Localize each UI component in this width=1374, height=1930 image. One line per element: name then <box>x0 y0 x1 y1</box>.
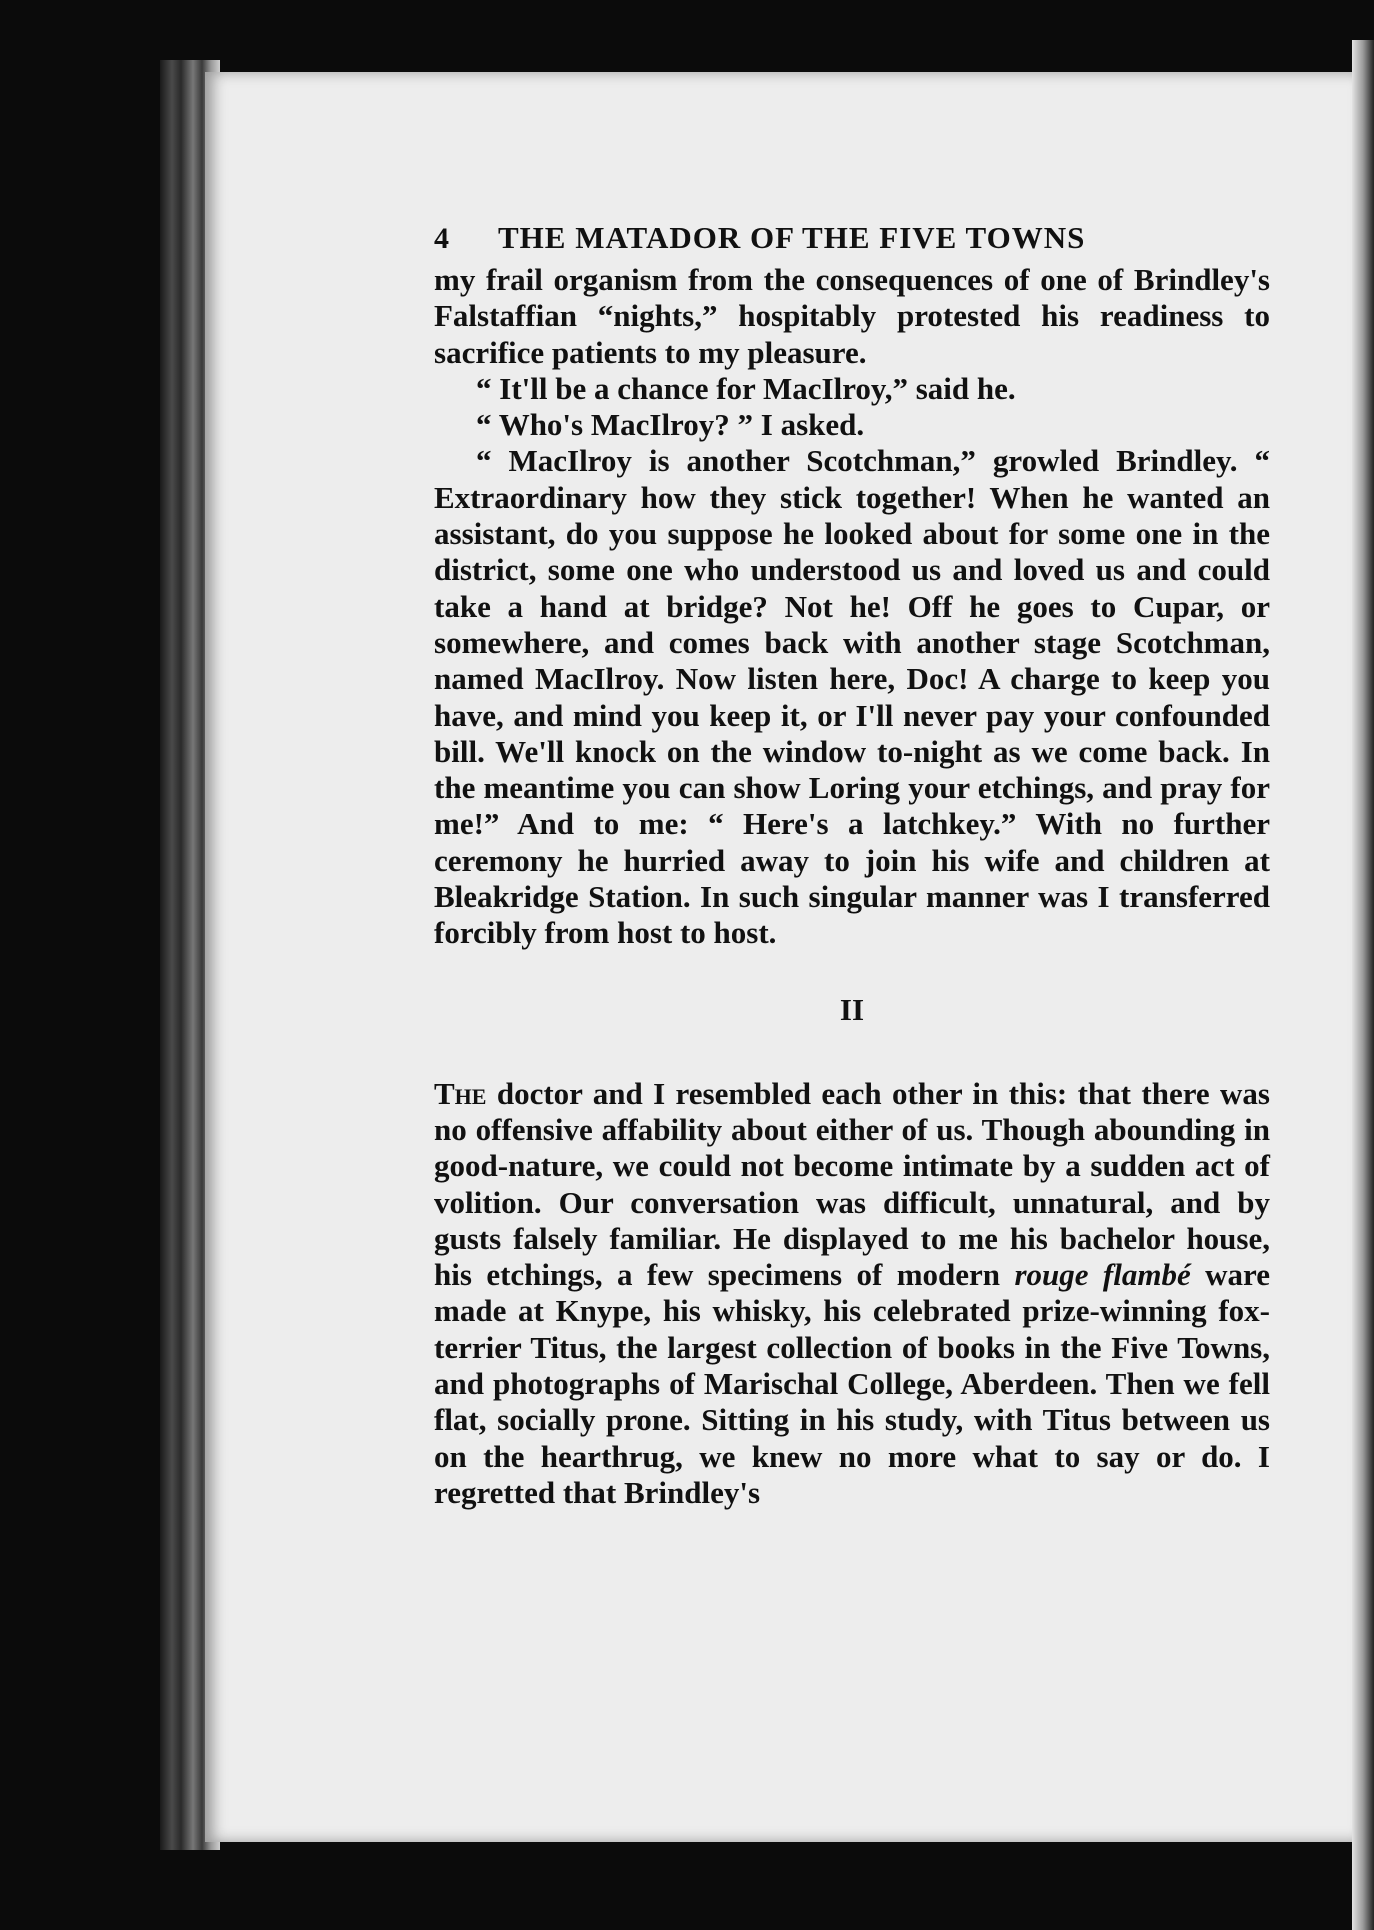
paragraph-dialogue-3: “ MacIlroy is another Scotchman,” growled Brindley. “ Extraordinary how they stick together! When he wanted an assistant, do you suppose he looked about for some one in the district, some one who understood us and loved us and could take a hand at bridge? Not he! Off he goes to Cupar, or somewhere, and comes back with another stage Scotchman, named MacIlroy. Now listen here, Doc! A charge to keep you have, and mind you keep it, or I'll never pay your confounded bill. We'll knock on the window to-night as we come back. In the meantime you can show Loring your etchings, and pray for me!” And to me: “ Here's a latchkey.” With no further ceremony he hurried away to join his wife and children at Bleakridge Station. In such singular manner was I transferred forcibly from host to host. <box>434 443 1270 951</box>
paragraph-dialogue-1: “ It'll be a chance for MacIlroy,” said he. <box>476 370 1016 406</box>
section-lead-word: The <box>434 1075 487 1111</box>
section-text-part-2: ware made at Knype, his whisky, his celebrated prize-winning fox-terrier Titus, the largest collection of books in the Five Towns, and photographs of Marischal College, Aberdeen. Then we fell flat, socially prone. Sitting in his study, with Titus between us on the hearthrug, we knew no more what to say or do. I regretted that Brindley's <box>434 1257 1270 1510</box>
page-number: 4 <box>434 222 450 255</box>
running-title: THE MATADOR OF THE FIVE TOWNS <box>498 220 1086 255</box>
section-paragraph <box>434 1076 1270 1512</box>
paragraph-continuation: my frail organism from the consequences of one of Brindley's Falstaffian “nights,” hospitably protested his readiness to sacrifice patients to my pleasure. <box>434 262 1270 370</box>
section-text-part-1: doctor and I resembled each other in this: that there was no offensive affability about either of us. Though abounding in good-nature, we could not become intimate by a sudden act of volition. Our conversation was difficult, unnatural, and by gusts falsely familiar. He displayed to me his bachelor house, his etchings, a few specimens of modern <box>434 1075 1270 1293</box>
paragraph-dialogue-2: “ Who's MacIlroy? ” I asked. <box>476 407 865 443</box>
section-heading: II <box>839 991 865 1027</box>
section-italic-phrase: rouge flambé <box>1014 1257 1191 1293</box>
running-head <box>434 220 1270 256</box>
page-right-edge <box>1352 40 1374 1930</box>
page-content <box>434 220 1270 1511</box>
